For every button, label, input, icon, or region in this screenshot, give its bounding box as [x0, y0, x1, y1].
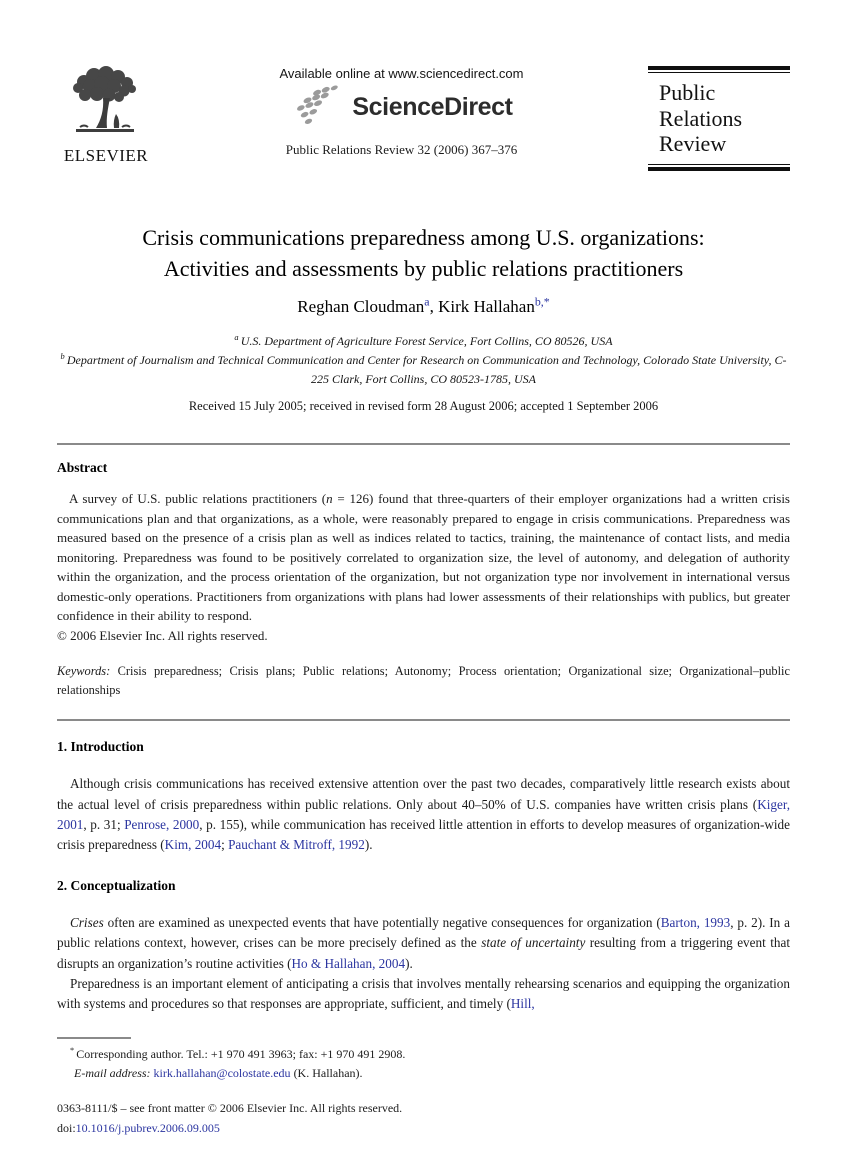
- text-run: ;: [221, 837, 229, 853]
- citation-penrose-2000[interactable]: Penrose, 2000: [124, 816, 200, 832]
- journal-name-box: [648, 66, 790, 171]
- article-title: [57, 222, 790, 284]
- author-b-affiliation-link[interactable]: b,*: [534, 294, 550, 309]
- text-run: ).: [405, 955, 413, 971]
- text-run: Crisis preparedness; Crisis plans; Public relations; Autonomy; Process orientation; Organizational size; Organizational–public relationships: [57, 664, 790, 697]
- elsevier-tree-icon: [64, 64, 148, 140]
- journal-citation-line: Public Relations Review 32 (2006) 367–376: [285, 142, 518, 157]
- text-run: Corresponding author. Tel.: +1 970 491 3963; fax: +1 970 491 2908.: [76, 1047, 406, 1062]
- section-2-paragraph-1: [57, 913, 790, 974]
- journal-name-line: Public: [659, 80, 716, 105]
- text-run: state of uncertainty: [481, 935, 586, 951]
- divider-rule: [57, 443, 790, 445]
- text-run: ).: [364, 837, 373, 853]
- elsevier-logo: [57, 64, 155, 166]
- journal-box-inner: [648, 72, 790, 165]
- abstract-heading: Abstract: [57, 460, 108, 476]
- citation-pauchant-mitroff-1992[interactable]: Pauchant & Mitroff, 1992: [228, 837, 365, 853]
- text-run: , p. 155), while communication has received little attention in efforts to develop measures of organization-wide crisis preparedness (: [57, 816, 790, 853]
- text-run: A survey of U.S. public relations practitioners (: [69, 491, 327, 507]
- journal-box-rules: [648, 66, 790, 171]
- citation-barton-1993[interactable]: Barton, 1993: [660, 915, 731, 931]
- section-2-heading: 2. Conceptualization: [57, 878, 176, 894]
- text-run: , p. 31;: [83, 816, 125, 832]
- affiliations: [57, 332, 790, 388]
- text-run: Crises: [70, 915, 104, 931]
- citation-ho-hallahan-2004[interactable]: Ho & Hallahan, 2004: [291, 955, 406, 971]
- section-1-heading: 1. Introduction: [57, 739, 144, 755]
- text-run: Although crisis communications has received extensive attention over the past two decades, comparatively little research exists about the actual level of crisis preparedness within public relations. Only about 40–50% of U.S. companies have written crisis plans (: [57, 776, 790, 812]
- text-run: , Kirk Hallahan: [429, 297, 535, 317]
- email-link[interactable]: kirk.hallahan@colostate.edu: [153, 1065, 291, 1080]
- journal-name-line: Review: [659, 131, 727, 157]
- text-run: Department of Journalism and Technical Communication and Center for Research on Communication and Technology, Colorado State University, C-225 Clark, Fort Collins, CO 80523-1785, USA: [66, 353, 787, 386]
- header-center: [155, 64, 648, 158]
- sciencedirect-dots-icon: [290, 85, 348, 129]
- citation-kiger-2001[interactable]: Kiger, 2001: [57, 796, 790, 832]
- citation-hill[interactable]: Hill,: [510, 995, 535, 1011]
- text-run: E-mail address:: [74, 1065, 154, 1080]
- text-run: n: [326, 491, 333, 507]
- text-run: doi:: [57, 1120, 76, 1135]
- doi-line: [57, 1119, 790, 1138]
- issn-copyright-line: 0363-8111/$ – see front matter © 2006 Elsevier Inc. All rights reserved.: [57, 1101, 403, 1116]
- imprint-block: [57, 1099, 790, 1137]
- text-run: (K. Hallahan).: [290, 1065, 363, 1080]
- text-run: , p. 2). In a public relations context, however, crises can be more precisely defined as the: [57, 915, 790, 951]
- text-run: a: [234, 333, 241, 343]
- received-dates-line: Received 15 July 2005; received in revised form 28 August 2006; accepted 1 September 2006: [188, 399, 659, 414]
- footnote-rule: [57, 1037, 131, 1039]
- text-run: resulting from a triggering event that disrupts an organization’s routine activities (: [57, 935, 790, 971]
- available-online-text: Available online at www.sciencedirect.com: [279, 66, 524, 81]
- text-run: *: [70, 1046, 77, 1056]
- citation-kim-2004[interactable]: Kim, 2004: [164, 837, 222, 853]
- doi-link[interactable]: 10.1016/j.pubrev.2006.09.005: [75, 1120, 220, 1135]
- author-line: [57, 294, 790, 317]
- text-run: Reghan Cloudman: [297, 297, 425, 317]
- footnote-block: [57, 1037, 790, 1082]
- copyright-line: © 2006 Elsevier Inc. All rights reserved.: [57, 627, 268, 643]
- journal-name-line: Relations: [659, 105, 743, 131]
- article-title-line2: Activities and assessments by public relations practitioners: [163, 256, 684, 282]
- email-note: [57, 1064, 790, 1083]
- sciencedirect-logo[interactable]: [290, 85, 512, 129]
- corresponding-author-note: [57, 1045, 790, 1064]
- text-run: Keywords:: [57, 664, 111, 679]
- text-run: b: [60, 352, 67, 362]
- page-header: [57, 64, 790, 168]
- text-run: U.S. Department of Agriculture Forest Service, Fort Collins, CO 80526, USA: [240, 334, 613, 349]
- text-run: Preparedness is an important element of anticipating a crisis that involves mentally rehearsing scenarios and equipping the organization with systems and procedures so that responses are appropriate, sufficient, and timely (: [57, 975, 790, 1011]
- author-a-affiliation-link[interactable]: a: [424, 294, 430, 309]
- elsevier-wordmark: ELSEVIER: [63, 146, 149, 165]
- text-run: often are examined as unexpected events that have potentially negative consequences for organization (: [103, 915, 661, 931]
- article-title-line1: Crisis communications preparedness among U.S. organizations:: [142, 225, 705, 250]
- abstract-body: [57, 489, 790, 626]
- section-2-paragraph-2: [57, 974, 790, 1014]
- affiliation-b: [57, 351, 790, 388]
- sciencedirect-wordmark: ScienceDirect: [352, 92, 513, 121]
- divider-rule: [57, 719, 790, 721]
- keywords-line: [57, 662, 790, 699]
- section-1-paragraph: [57, 774, 790, 855]
- text-run: = 126) found that three-quarters of their employer organizations had a written crisis communications plan and that organizations, as a whole, were reasonably prepared to engage in crisis communications. Preparedness was measured based on the presence of a crisis plan as well as indices related to tactics, training, the maintenance of contact lists, and media monitoring. Preparedness was found to be positively correlated to organization size, the level of autonomy, and delegation of authority within the organization, and the process orientation of the organization, but not organization type nor involvement in international versus domestic-only operations. Practitioners from organizations with plans had lower assessments of their relationships with publics, but greater confidence in their ability to respond.: [57, 491, 790, 624]
- affiliation-a: [57, 332, 790, 351]
